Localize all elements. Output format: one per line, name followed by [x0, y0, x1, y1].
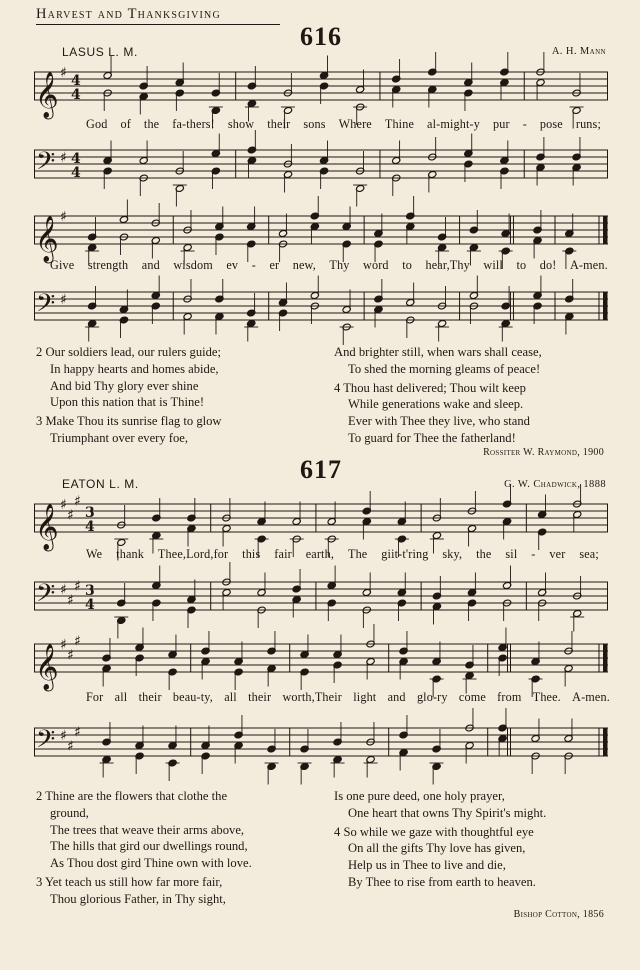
lyric-word: do! [539, 258, 557, 272]
verses-left-616 [36, 344, 222, 447]
time-signature: 3 [85, 583, 95, 599]
sharp-icon: ♯ [67, 647, 74, 664]
treble-staff-616-line1 [34, 64, 608, 118]
stanza [36, 344, 222, 411]
verse-line: Upon this nation that is Thine! [50, 395, 205, 410]
verse-line: 4 Thou hast delivered; Thou wilt keep [334, 380, 526, 395]
lyric-word: sky, [442, 547, 463, 561]
sharp-icon: ♯ [60, 637, 67, 653]
lyric-word: will [483, 258, 503, 272]
bass-clef-icon: 𝄢 [36, 289, 56, 324]
sharp-icon: ♯ [60, 497, 67, 513]
lyric-word: sil [505, 547, 518, 561]
lyric-word: the [143, 117, 160, 131]
sharp-icon: ♯ [60, 209, 67, 225]
lyric-word: all [224, 690, 237, 704]
lyric-word: ev [226, 258, 239, 272]
bass-staff-616-line2 [34, 284, 608, 334]
tune-name-617: EATON L. M. [62, 477, 139, 491]
hymn-number-616: 616 [300, 22, 342, 51]
lyric-word: to [516, 258, 527, 272]
lyric-word: the [476, 547, 492, 561]
lyric-word: of [120, 117, 131, 131]
lyric-word: hear,Thy [425, 258, 470, 272]
author-credit-617: Bishop Cotton, 1856 [513, 909, 604, 920]
verse-line: 3 Yet teach us still how far more fair, [36, 874, 223, 889]
verses-right-617 [334, 788, 546, 891]
verse-line: The trees that weave their arms above, [50, 822, 245, 837]
lyric-word: strength [87, 258, 129, 272]
lyrics-616-line2 [50, 258, 608, 273]
verse-line: And bid Thy glory ever shine [50, 378, 199, 393]
treble-staff-617-line1 [34, 493, 608, 550]
composer-617: G. W. Chadwick, 1888 [504, 479, 606, 490]
verses-left-617 [36, 788, 252, 908]
time-signature: 4 [71, 87, 81, 103]
author-credit-616: Rossiter W. Raymond, 1900 [483, 447, 604, 458]
lyric-word: Thy [329, 258, 350, 272]
bass-staff-617-line2 [34, 720, 608, 770]
treble-staff-617-line2 [34, 633, 608, 690]
lyrics-617-line1 [86, 547, 599, 562]
verse-line: Triumphant over every foe, [50, 430, 189, 445]
stanza [334, 788, 546, 822]
lyric-word: to [402, 258, 412, 272]
lyric-word: For [86, 690, 104, 704]
lyric-word: Thee. [532, 690, 561, 704]
treble-clef-icon: 𝄞 [35, 216, 59, 262]
verse-line: One heart that owns Thy Spirit's might. [348, 805, 547, 820]
composer-616: A. H. Mann [551, 46, 606, 57]
verses-right-616 [334, 344, 542, 447]
verse-line: The hills that gird our dwellings round, [50, 839, 248, 854]
verse-line: In happy hearts and homes abide, [50, 361, 219, 376]
lyric-word: come [458, 690, 486, 704]
final-barline [603, 292, 608, 320]
lyric-word: Thee,Lord,for [157, 547, 229, 561]
lyric-word: Thine [384, 117, 415, 131]
lyric-word: sons [303, 117, 326, 131]
stanza [334, 380, 542, 447]
time-signature: 3 [85, 505, 95, 521]
lyric-word: and [387, 690, 406, 704]
lyric-word: pose [539, 117, 563, 131]
verse-line: 2 Thine are the flowers that clothe the [36, 789, 228, 803]
final-barline [603, 728, 608, 756]
section-title: Harvest and Thanksgiving [36, 6, 221, 22]
verse-line: Thou glorious Father, in Thy sight, [50, 891, 226, 906]
lyric-word: giit-t'ring [381, 547, 429, 561]
sharp-icon: ♯ [74, 578, 81, 595]
treble-staff-616-line2 [34, 208, 608, 262]
lyric-word: A-men. [572, 690, 610, 704]
lyric-word: Give [50, 258, 75, 272]
verse-line: 3 Make Thou its sunrise flag to glow [36, 414, 222, 429]
lyric-word: - [522, 117, 527, 131]
verse-line: 2 Our soldiers lead, our rulers guide; [36, 345, 222, 359]
sharp-icon: ♯ [67, 592, 74, 609]
lyric-word: - [531, 547, 536, 561]
section-title-rule [36, 24, 280, 25]
lyric-word: ver [549, 547, 566, 561]
treble-clef-icon: 𝄞 [35, 644, 59, 690]
lyric-word: - [251, 258, 256, 272]
sharp-icon: ♯ [60, 582, 67, 598]
verse-line: Ever with Thee they live, who stand [348, 414, 530, 429]
time-signature: 4 [71, 165, 81, 181]
sharp-icon: ♯ [60, 292, 67, 308]
lyric-word: er [269, 258, 280, 272]
lyric-word: sea; [579, 547, 599, 561]
lyric-word: Where [338, 117, 372, 131]
lyric-word: show [227, 117, 255, 131]
time-signature: 4 [71, 73, 81, 89]
lyric-word: We [86, 547, 103, 561]
time-signature: 4 [85, 519, 95, 535]
sharp-icon: ♯ [67, 738, 74, 755]
verse-line: ground, [50, 805, 89, 820]
lyric-word: al-might-y [427, 117, 480, 131]
verse-line: To shed the morning gleams of peace! [348, 361, 541, 376]
time-signature: 4 [71, 151, 81, 167]
lyric-word: their [248, 690, 272, 704]
verse-line: And brighter still, when wars shall cease, [334, 345, 542, 359]
lyric-word: fa-thers! [172, 117, 215, 131]
lyric-word: their [138, 690, 162, 704]
bass-clef-icon: 𝄢 [36, 725, 56, 760]
lyrics-617-line2 [86, 690, 610, 705]
final-barline [603, 644, 608, 672]
sharp-icon: ♯ [67, 507, 74, 524]
hymn-number-617: 617 [300, 455, 342, 484]
verse-line: To guard for Thee the fatherland! [348, 430, 516, 445]
verse-line: On all the gifts Thy love has given, [348, 841, 526, 856]
verse-line: Help us in Thee to live and die, [348, 858, 506, 873]
sharp-icon: ♯ [74, 493, 81, 510]
sharp-icon: ♯ [74, 633, 81, 650]
lyric-word: light [353, 690, 377, 704]
stanza [36, 413, 222, 447]
verse-line: By Thee to rise from earth to heaven. [348, 874, 536, 889]
bass-clef-icon: 𝄢 [36, 147, 56, 182]
lyric-word: this [242, 547, 261, 561]
lyric-word: beau-ty, [172, 690, 213, 704]
lyric-word: wisdom [173, 258, 213, 272]
stanza [36, 788, 252, 872]
tune-name-616: LASUS L. M. [62, 45, 138, 59]
sharp-icon: ♯ [60, 65, 67, 81]
verse-line: As Thou dost gird Thine own with love. [50, 856, 252, 871]
lyric-word: new, [292, 258, 316, 272]
lyric-word: earth, [305, 547, 335, 561]
stanza [334, 824, 546, 891]
lyric-word: runs; [575, 117, 601, 131]
time-signature: 4 [85, 597, 95, 613]
sharp-icon: ♯ [60, 728, 67, 744]
lyric-word: A-men. [569, 258, 608, 272]
lyric-word: from [497, 690, 522, 704]
final-barline [603, 216, 608, 244]
verse-line: 4 So while we gaze with thoughtful eye [334, 824, 534, 839]
bass-staff-617-line1 [34, 574, 608, 624]
treble-clef-icon: 𝄞 [35, 72, 59, 118]
sharp-icon: ♯ [74, 724, 81, 741]
sharp-icon: ♯ [60, 150, 67, 166]
lyric-word: glo-ry [416, 690, 448, 704]
bass-clef-icon: 𝄢 [36, 579, 56, 614]
lyrics-616-line1 [86, 117, 601, 132]
lyric-word: worth,Their [282, 690, 342, 704]
verse-line: While generations wake and sleep. [348, 397, 524, 412]
lyric-word: their [267, 117, 291, 131]
stanza [334, 344, 542, 378]
lyric-word: and [141, 258, 160, 272]
verse-line: Is one pure deed, one holy prayer, [334, 789, 505, 803]
lyric-word: all [114, 690, 128, 704]
lyric-word: fair [274, 547, 292, 561]
lyric-word: God [86, 117, 108, 131]
lyric-word: pur [492, 117, 510, 131]
lyric-word: word [363, 258, 389, 272]
bass-staff-616-line1 [34, 142, 608, 192]
stanza [36, 874, 252, 908]
lyric-word: The [347, 547, 368, 561]
treble-clef-icon: 𝄞 [35, 504, 59, 550]
lyric-word: thank [116, 547, 144, 561]
